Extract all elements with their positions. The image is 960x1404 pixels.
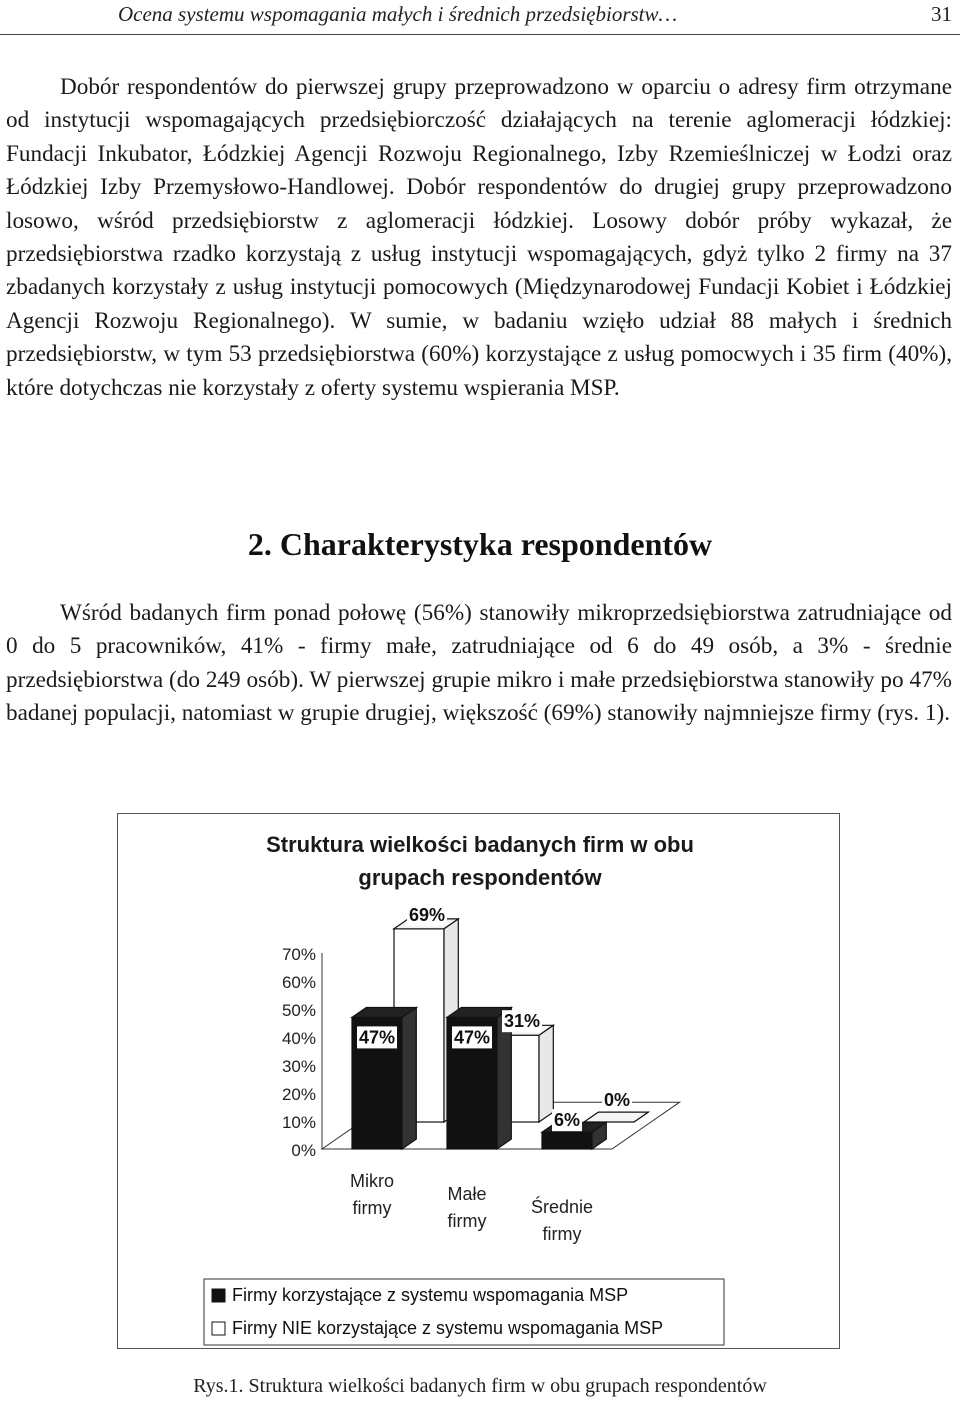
data-label: 31%	[503, 1011, 541, 1032]
data-label: 6%	[553, 1110, 581, 1131]
figure-caption: Rys.1. Struktura wielkości badanych firm w obu grupach respondentów	[193, 1375, 767, 1397]
category-label: Małe	[447, 1184, 487, 1204]
bar-series1-0-side	[402, 1008, 416, 1150]
y-tick-label: 10%	[281, 1113, 316, 1132]
data-label: 0%	[603, 1090, 631, 1110]
y-tick-label: 30%	[281, 1057, 316, 1076]
legend-swatch	[212, 1289, 225, 1302]
bar-series1-2-front	[542, 1132, 592, 1149]
body-paragraph-1: Dobór respondentów do pierwszej grupy przeprowadzono w oparciu o adresy firm otrzymane od instytucji wspomagających przedsiębiorczość działających na terenie aglomeracji łódzkiej: Fundacji Inkubator, Łódzkiej Agencji Rozwoju Regionalnego, Izby Rzemieślniczej w Łodzi oraz Łódzkiej Izby Przemysłowo-Handlowej. Dobór respondentów do drugiej grupy przeprowadzono losowo, wśród przedsiębiorstw z aglomeracji łódzkiej. Losowy dobór próby wykazał, że przedsiębiorstwa rzadko korzystają z usług instytucji wspomagających, gdyż tylko 2 firmy na 37 zbadanych korzystały z usług instytucji pomocowych (Międzynarodowej Fundacji Kobiet i Łódzkiej Agencji Rozwoju Regionalnego). W sumie, w badaniu wzięło udział 88 małych i średnich przedsiębiorstw, w tym 53 przedsiębiorstwa (60%) korzystające z usług pomocwych i 35 firm (40%), które dotychczas nie korzystały z oferty systemu wspierania MSP.	[6, 74, 952, 401]
category-label: firmy	[352, 1198, 392, 1218]
legend-label: Firmy korzystające z systemu wspomagania MSP	[232, 1285, 629, 1305]
y-tick-label: 50%	[281, 1001, 316, 1020]
data-label: 69%	[408, 904, 446, 925]
legend-swatch	[212, 1322, 225, 1335]
bar-series2-1-side	[539, 1025, 553, 1122]
category-label: Mikro	[350, 1171, 394, 1191]
body-paragraph-2: Wśród badanych firm ponad połowę (56%) stanowiły mikroprzedsiębiorstwa zatrudniające od 0 do 5 pracowników, 41% - firmy małe, zatrudniające od 6 do 49 osób, a 3% - średnie przedsiębiorstwa (do 249 osób). W pierwszej grupie mikro i małe przedsiębiorstwa stanowiły po 47% badanej populacji, natomiast w grupie drugiej, większość (69%) stanowiły najmniejsze firmy (rys. 1).	[6, 600, 952, 727]
y-tick-label: 0%	[291, 1141, 316, 1160]
section-heading: 2. Charakterystyka respondentów	[247, 526, 713, 562]
y-tick-label: 60%	[281, 973, 316, 992]
data-label: 47%	[358, 1027, 396, 1048]
y-tick-label: 40%	[281, 1029, 316, 1048]
y-tick-label: 20%	[281, 1085, 316, 1104]
data-label: 47%	[453, 1027, 491, 1048]
legend-label: Firmy NIE korzystające z systemu wspomagania MSP	[232, 1318, 664, 1338]
page-number: 31	[931, 2, 952, 26]
running-title: Ocena systemu wspomagania małych i średnich przedsiębiorstw…	[118, 2, 678, 26]
chart-title-line-1: Struktura wielkości badanych firm w obu	[266, 832, 694, 857]
category-label: Średnie	[530, 1197, 594, 1217]
chart-title-line-2: grupach respondentów	[358, 865, 602, 890]
y-tick-label: 70%	[281, 945, 316, 964]
category-label: firmy	[447, 1211, 487, 1231]
category-label: firmy	[542, 1224, 582, 1244]
